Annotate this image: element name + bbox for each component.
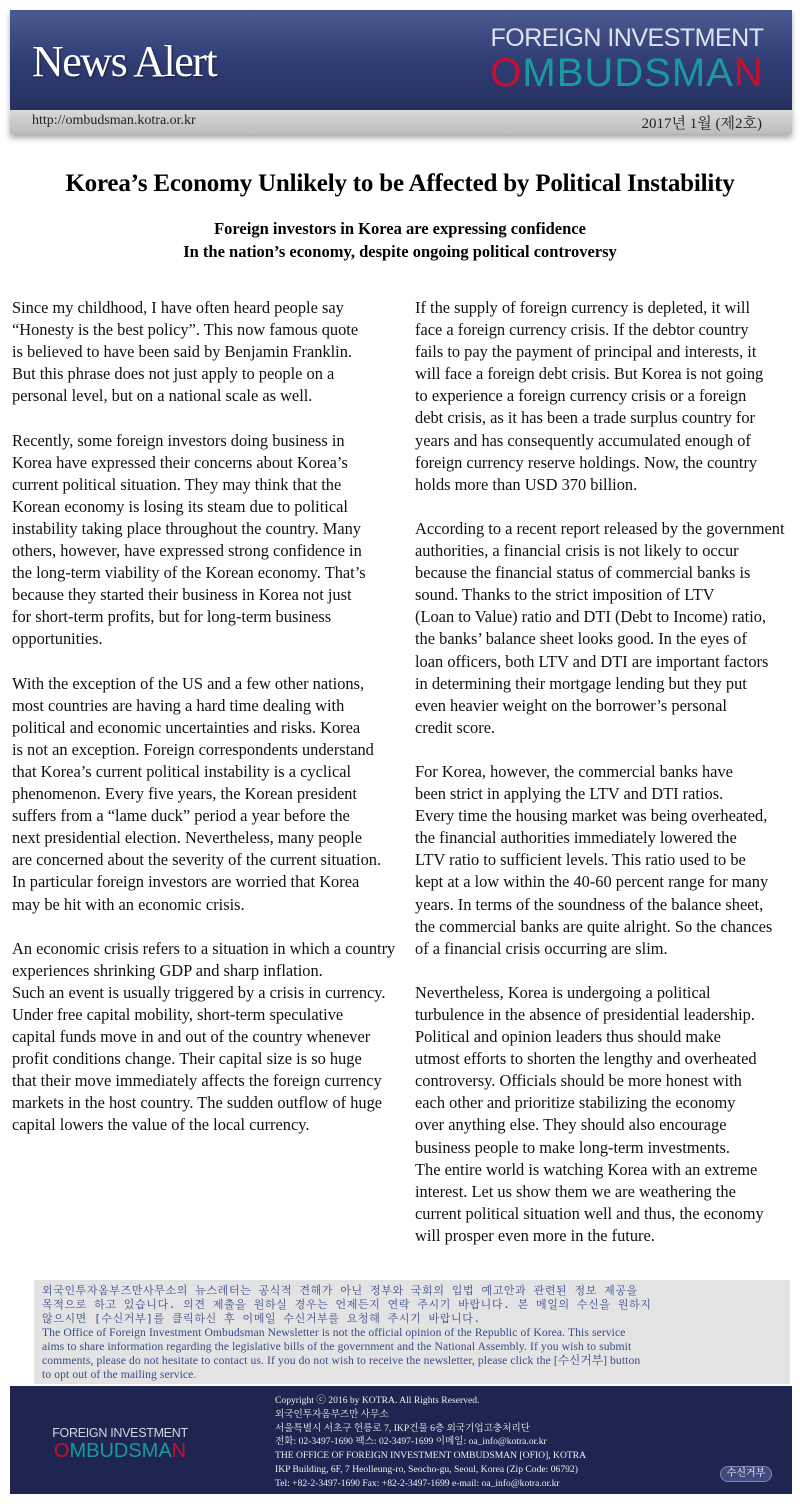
- header-banner: [10, 10, 792, 110]
- paragraph: An economic crisis refers to a situation in which a country experiences shrinking GDP and sharp inflation. Such an event is usually triggered by a crisis in currency. Under free capital mobility, short-term speculative capital funds move in and out of the country whenever profit conditions change. Their capital size is so huge that their move immediately affects the foreign currency markets in the host country. The sudden outflow of huge capital lowers the value of the local currency.: [12, 938, 396, 1135]
- disclaimer-english: The Office of Foreign Investment Ombudsman Newsletter is not the official opinion of the Republic of Korea. This service aims to share information regarding the legislative bills of the government and the National Assembly. If you wish to submit comments, please do not hesitate to contact us. If you do not wish to receive the newsletter, please click the [수신거부] button to opt out of the mailing service.: [42, 1326, 641, 1381]
- info-bar: [10, 110, 792, 134]
- footer-phone-en: Tel: +82-2-3497-1690 Fax: +82-2-3497-1699 e-mail: oa_info@kotra.or.kr: [275, 1477, 560, 1489]
- paragraph: For Korea, however, the commercial banks have been strict in applying the LTV and DTI ratios. Every time the housing market was being overheated, the financial authorities immediately lowered the LTV ratio to sufficient levels. This ratio used to be kept at a low within the 40-60 percent range for many years. In terms of the soundness of the balance sheet, the commercial banks are quite alright. So the chances of a financial crisis occurring are slim.: [415, 761, 773, 958]
- paragraph: Recently, some foreign investors doing business in Korea have expressed their concerns about Korea’s current political situation. They may think that the Korean economy is losing its steam due to political instability taking place throughout the country. Many others, however, have expressed strong confidence in the long-term viability of the Korean economy. That’s because they started their business in Korea not just for short-term profits, but for long-term business opportunities.: [12, 430, 366, 649]
- logo-letter-mid: MBUDSMA: [522, 51, 734, 95]
- article-column-right: [415, 297, 800, 1269]
- footer-copyright: Copyright ⓒ 2016 by KOTRA. All Rights Reserved.: [275, 1395, 480, 1406]
- logo-letter-n: N: [733, 51, 764, 95]
- article-column-left: [12, 297, 410, 1159]
- footer-logo-letter-o: O: [53, 1440, 70, 1462]
- paragraph: With the exception of the US and a few other nations, most countries are having a hard time dealing with political and economic uncertainties and risks. Korea is not an exception. Foreign correspondents understand that Korea’s current political instability is a cyclical phenomenon. Every five years, the Korean president suffers from a “lame duck” period a year before the next presidential election. Nevertheless, many people are concerned about the severity of the current situation. In particular foreign investors are worried that Korea may be hit with an economic crisis.: [12, 673, 382, 914]
- footer-address-ko: 서울특별시 서초구 헌릉로 7, IKP건물 6층 외국기업고충처리단: [275, 1422, 530, 1434]
- site-url-link[interactable]: http://ombudsman.kotra.or.kr: [32, 113, 196, 128]
- issue-date: 2017년 1월 (제2호): [641, 116, 762, 132]
- ombudsman-logo: [482, 24, 772, 94]
- footer-contact-info: [275, 1394, 695, 1491]
- footer-logo-letter-n: N: [171, 1440, 187, 1462]
- paragraph: According to a recent report released by the government authorities, a financial crisis is not likely to occur because the financial status of commercial banks is sound. Thanks to the strict imposition of LTV (Loan to Value) ratio and DTI (Debt to Income) ratio, the banks’ balance sheet looks good. In the eyes of loan officers, both LTV and DTI are important factors in determining their mortgage lending but they put even heavier weight on the borrower’s personal credit score.: [415, 518, 785, 737]
- footer-logo-letter-mid: MBUDSMA: [69, 1440, 172, 1462]
- footer-office-en: THE OFFICE OF FOREIGN INVESTMENT OMBUDSMAN [OFIO], KOTRA: [275, 1450, 587, 1462]
- subtitle-line-2: In the nation’s economy, despite ongoing political controversy: [183, 242, 617, 261]
- footer-phone-ko: 전화: 02-3497-1690 팩스: 02-3497-1699 이메일: oa_info@kotra.or.kr: [275, 1436, 547, 1448]
- footer-office-ko: 외국인투자옴부즈만 사무소: [275, 1408, 389, 1420]
- footer-address-en: IKP Building, 6F, 7 Heolleung-ro, Seocho-gu, Seoul, Korea (Zip Code: 06792): [275, 1463, 578, 1475]
- disclaimer-korean: 외국인투자옴부즈만사무소의 뉴스레터는 공식적 견해가 아닌 정부와 국회의 입법 예고안과 관련된 정보 제공을 목적으로 하고 있습니다. 의견 제출을 원하실 경우는 언제든지 연락 주시기 바랍니다. 본 메일의 수신을 원하지 않으시면 [수신거부]를 클릭하신 후 이메일 수신거부를 요청해 주시기 바랍니다.: [42, 1284, 652, 1325]
- footer-logo-top: FOREIGN INVESTMENT: [52, 1426, 188, 1440]
- logo-top-text: FOREIGN INVESTMENT: [490, 24, 764, 52]
- unsubscribe-button[interactable]: 수신거부: [720, 1466, 772, 1482]
- disclaimer-box: [34, 1280, 790, 1384]
- footer: [10, 1386, 792, 1494]
- paragraph: If the supply of foreign currency is depleted, it will face a foreign currency crisis. If the debtor country fails to pay the payment of principal and interests, it will face a foreign debt crisis. But Korea is not going to experience a foreign currency crisis or a foreign debt crisis, as it has been a trade surplus country for years and has consequently accumulated enough of foreign currency reserve holdings. Now, the country holds more than USD 370 billion.: [415, 298, 764, 494]
- paragraph: Nevertheless, Korea is undergoing a political turbulence in the absence of presidential leadership. Political and opinion leaders thus should make utmost efforts to shorten the lengthy and overheated controversy. Officials should be more honest with each other and prioritize stabilizing the economy over anything else. They should also encourage business people to make long-term investments. The entire world is watching Korea with an extreme interest. Let us show them we are weathering the current political situation well and thus, the economy will prosper even more in the future.: [415, 982, 764, 1245]
- logo-letter-o: O: [490, 51, 523, 95]
- logo-ombudsman-text: [482, 52, 772, 94]
- paragraph: Since my childhood, I have often heard people say “Honesty is the best policy”. This now famous quote is believed to have been said by Benjamin Franklin. But this phrase does not just apply to people on a personal level, but on a national scale as well.: [12, 298, 359, 406]
- footer-logo-ombudsman: [50, 1440, 190, 1462]
- subtitle-line-1: Foreign investors in Korea are expressing confidence: [214, 219, 586, 238]
- news-alert-title: News Alert: [32, 37, 217, 86]
- article-title: Korea’s Economy Unlikely to be Affected by Political Instability: [65, 170, 735, 197]
- footer-logo: [50, 1426, 190, 1462]
- article-subtitle: [0, 217, 800, 263]
